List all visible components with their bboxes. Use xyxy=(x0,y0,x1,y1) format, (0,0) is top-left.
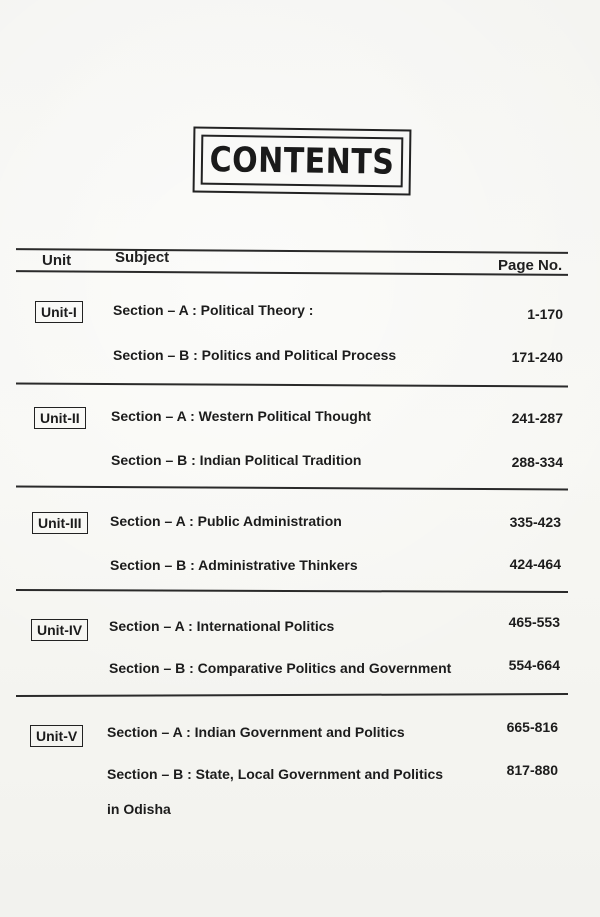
section-title: Section – B : Comparative Politics and Government xyxy=(109,660,452,676)
page-range: 335-423 xyxy=(509,514,561,530)
section-title: Section – A : International Politics xyxy=(109,618,335,634)
page-range: 424-464 xyxy=(509,556,561,572)
unit-label: Unit-III xyxy=(32,512,88,534)
header-page-no: Page No. xyxy=(498,257,563,274)
header-top-rule xyxy=(16,248,568,254)
header-bottom-rule xyxy=(16,270,568,276)
unit-label: Unit-V xyxy=(30,725,83,747)
section-title: Section – A : Political Theory : xyxy=(113,302,314,318)
unit-divider xyxy=(16,693,568,697)
unit-divider xyxy=(16,589,568,593)
section-title: Section – A : Public Administration xyxy=(110,513,342,529)
page-range: 171-240 xyxy=(511,349,563,365)
header-subject: Subject xyxy=(115,249,170,266)
header-unit: Unit xyxy=(42,252,72,269)
unit-label: Unit-IV xyxy=(31,619,88,641)
unit-divider xyxy=(16,486,568,491)
section-title: Section – B : Administrative Thinkers xyxy=(110,557,358,573)
unit-divider xyxy=(16,383,568,388)
page-range: 1-170 xyxy=(527,306,563,322)
unit-label: Unit-I xyxy=(35,301,83,323)
page-range: 465-553 xyxy=(508,614,560,630)
page-range: 554-664 xyxy=(508,657,560,673)
unit-label: Unit-II xyxy=(34,407,86,429)
page-range: 817-880 xyxy=(506,762,558,778)
section-title: Section – B : State, Local Government and Politics xyxy=(107,766,444,782)
section-title: Section – B : Indian Political Tradition xyxy=(111,452,362,468)
page-range: 241-287 xyxy=(511,410,563,426)
section-title: Section – B : Politics and Political Process xyxy=(113,347,397,363)
page-range: 665-816 xyxy=(506,719,558,735)
section-continuation: in Odisha xyxy=(107,801,171,817)
page-title: CONTENTS xyxy=(209,139,395,183)
page-range: 288-334 xyxy=(511,454,563,470)
title-inner-frame xyxy=(201,135,404,188)
section-title: Section – A : Western Political Thought xyxy=(111,408,372,424)
title-frame xyxy=(193,126,412,195)
section-title: Section – A : Indian Government and Politics xyxy=(107,724,405,740)
